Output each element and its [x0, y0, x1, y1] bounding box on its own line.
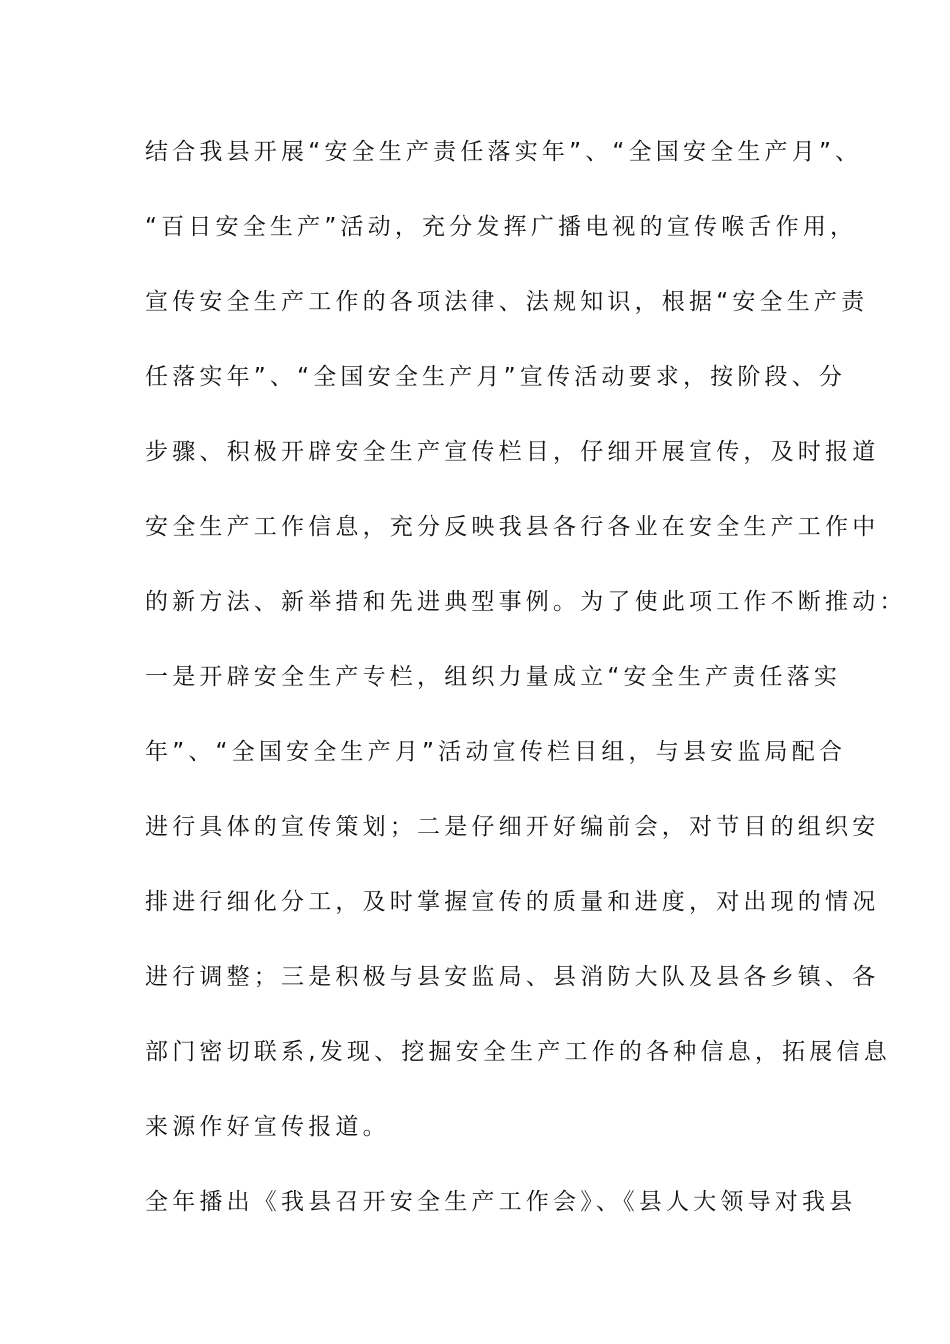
- text-line: 安全生产工作信息，充分反映我县各行各业在安全生产工作中: [145, 514, 880, 540]
- text-line: 进行具体的宣传策划；二是仔细开好编前会，对节目的组织安: [145, 814, 880, 840]
- text-line: 宣传安全生产工作的各项法律、法规知识，根据“安全生产责: [145, 289, 869, 315]
- text-line: 进行调整；三是积极与县安监局、县消防大队及县各乡镇、各: [145, 964, 880, 990]
- text-line: 的新方法、新举措和先进典型事例。为了使此项工作不断推动：: [145, 589, 907, 615]
- text-line: 排进行细化分工，及时掌握宣传的质量和进度，对出现的情况: [145, 889, 880, 915]
- text-line: 部门密切联系,发现、挖掘安全生产工作的各种信息，拓展信息: [145, 1039, 891, 1065]
- text-line: 全年播出《我县召开安全生产工作会》、《县人大领导对我县: [145, 1189, 857, 1215]
- text-line: 年”、“全国安全生产月”活动宣传栏目组，与县安监局配合: [145, 739, 847, 765]
- text-line: 任落实年”、“全国安全生产月”宣传活动要求，按阶段、分: [145, 364, 847, 390]
- text-line: “百日安全生产”活动，充分发挥广播电视的宣传喉舌作用，: [145, 214, 858, 240]
- text-line: 一是开辟安全生产专栏，组织力量成立“安全生产责任落实: [145, 664, 842, 690]
- text-line: 步骤、积极开辟安全生产宣传栏目，仔细开展宣传，及时报道: [145, 439, 880, 465]
- text-line: 结合我县开展“安全生产责任落实年”、“全国安全生产月”、: [145, 139, 863, 165]
- text-line: 来源作好宣传报道。: [145, 1114, 390, 1140]
